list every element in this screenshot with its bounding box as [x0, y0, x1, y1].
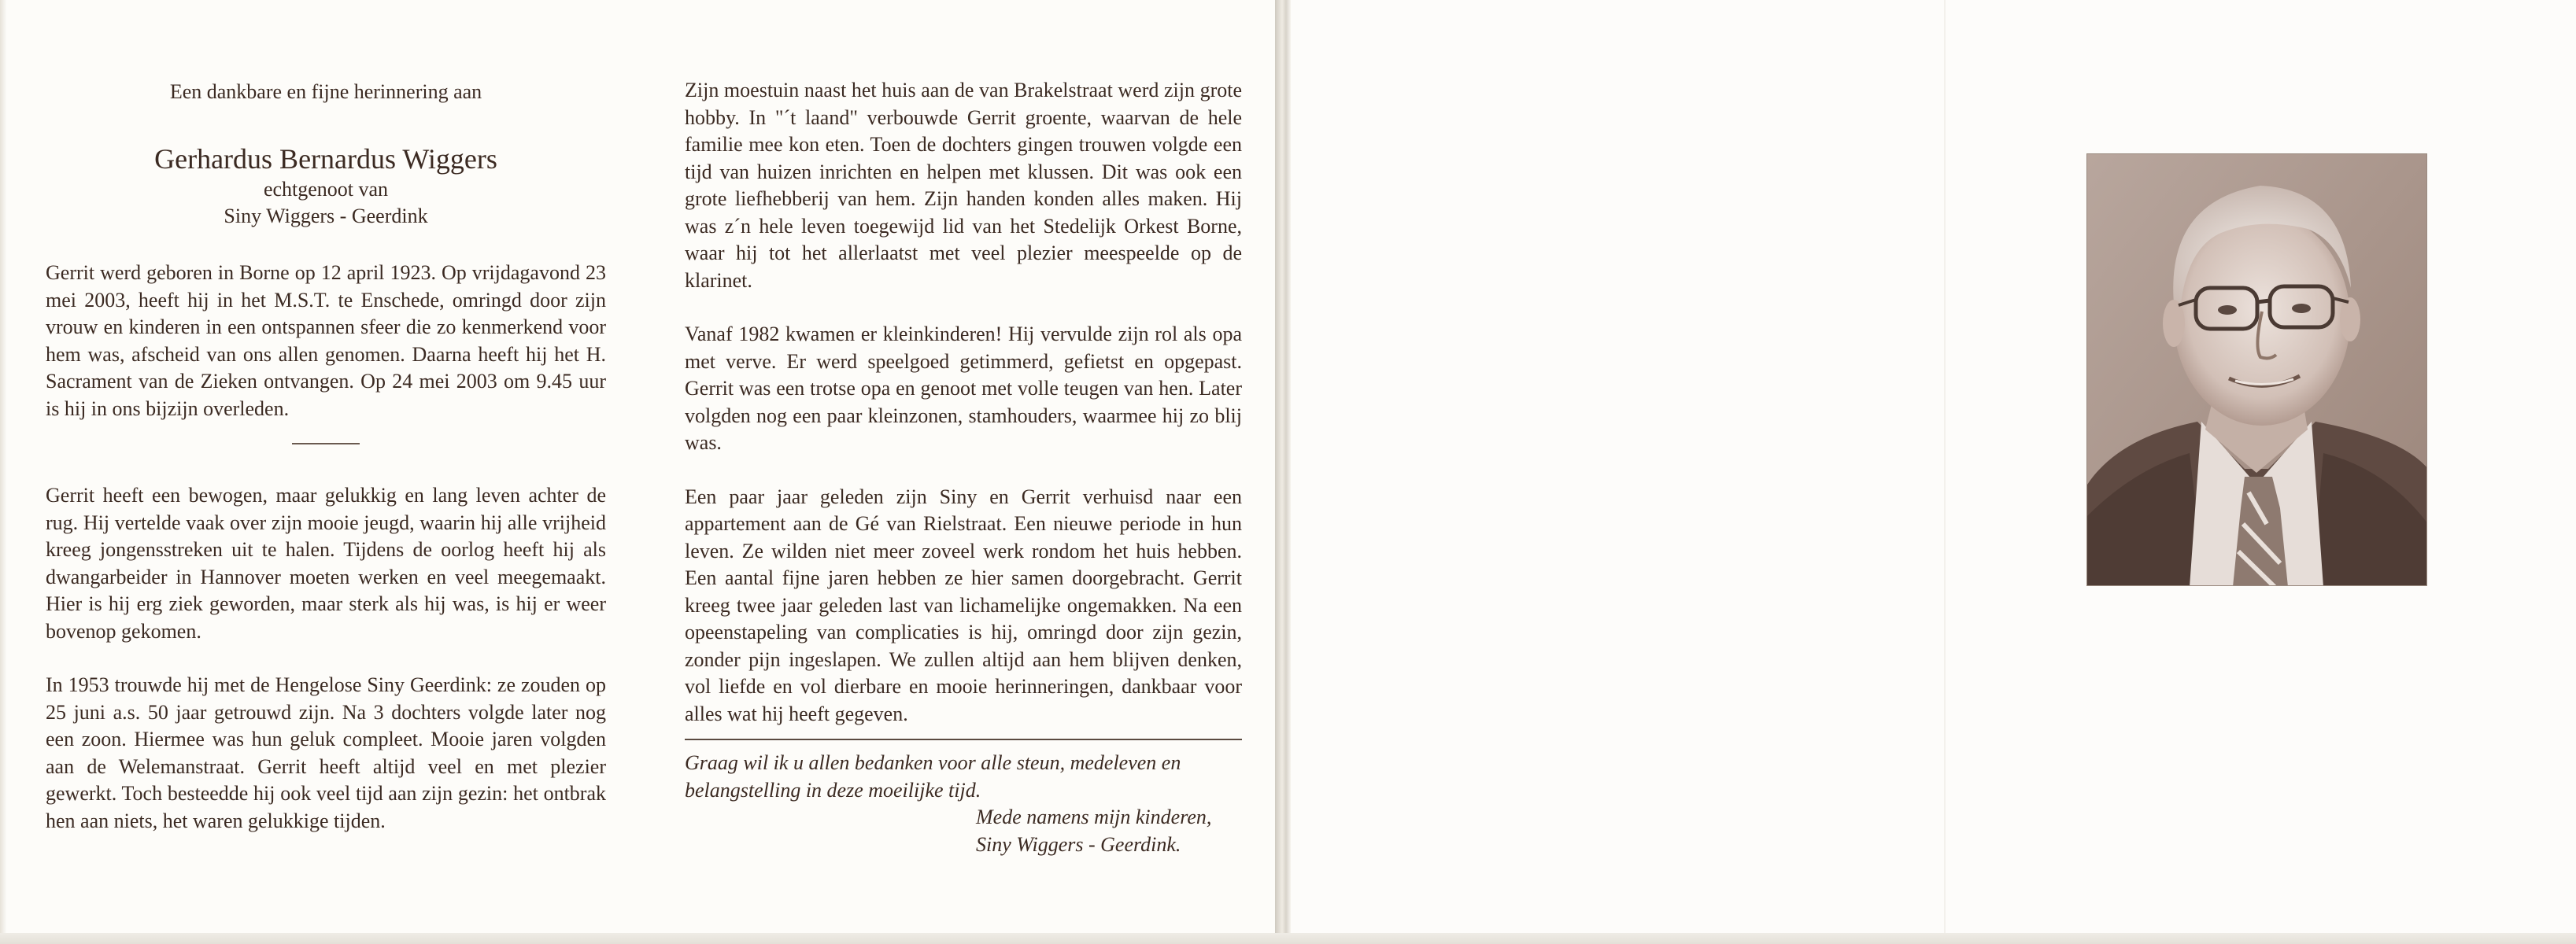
card-inner-fold [1944, 0, 1946, 944]
right-text-column [685, 0, 1242, 858]
biography-paragraph: Een paar jaar geleden zijn Siny en Gerrit verhuisd naar een appartement aan de Gé van Rielstraat. Een nieuwe periode in hun leven. Ze wilden niet meer zoveel werk rondom het huis hebben. Een aantal fijne jaren hebben ze hier samen doorgebracht. Gerrit kreeg twee jaar geleden last van lichamelijke ongemakken. Na een opeenstapeling van complicaties is hij, omringd door zijn gezin, zonder pijn ingeslapen. We zullen altijd aan hem blijven denken, vol liefde en vol dierbare en mooie herinneringen, dankbaar voor alles wat hij heeft gegeven. [685, 485, 1242, 725]
portrait-image [2087, 154, 2427, 586]
biography-paragraph: Gerrit heeft een bewogen, maar gelukkig en lang leven achter de rug. Hij vertelde vaak over zijn mooie jeugd, waarin hij alle vrijheid kreeg jongensstreken uit te halen. Tijdens de oorlog heeft hij als dwangarbeider in Hannover moeten werken en veel meegemaakt. Hier is hij erg ziek geworden, maar sterk als hij was, is hij er weer bovenop gekomen. [46, 484, 606, 643]
card-fold [1275, 0, 1291, 944]
card-edge [0, 0, 6, 944]
section-divider [292, 443, 360, 444]
scan-bottom-edge [0, 933, 2576, 944]
left-text-column [46, 0, 606, 835]
signoff-name: Siny Wiggers - Geerdink. [976, 832, 1181, 856]
biography-paragraph: Vanaf 1982 kwamen er kleinkinderen! Hij vervulde zijn rol als opa met verve. Er werd speelgoed getimmerd, gefietst en opgepast. Gerrit was een trotse opa en genoot met volle teugen van hen. Later volgden nog een paar kleinzonen, stamhouders, waarmee hij zo blij was. [685, 323, 1242, 454]
intro-line: Een dankbare en fijne herinnering aan [169, 80, 482, 103]
biography-paragraph: Gerrit werd geboren in Borne op 12 april 1923. Op vrijdagavond 23 mei 2003, heeft hij in het M.S.T. te Enschede, omringd door zijn vrouw en kinderen in een ontspannen sfeer die zo kenmerkend voor hem was, afscheid van ons allen genomen. Daarna heeft hij het H. Sacrament van de Zieken ontvangen. Op 24 mei 2003 om 9.45 uur is hij in ons bijzijn overleden. [46, 261, 606, 420]
portrait-photo [2086, 153, 2427, 586]
deceased-name: Gerhardus Bernardus Wiggers [154, 143, 497, 175]
biography-paragraph: Zijn moestuin naast het huis aan de van Brakelstraat werd zijn grote hobby. In "´t laand" verbouwde Gerrit groente, waarvan de hele familie mee kon eten. Toen de dochters gingen trouwen volgde een tijd van huizen inrichten en helpen met klussen. Dit was ook een grote liefhebberij van hem. Zijn handen konden alles maken. Hij was z´n hele leven toegewijd lid van het Stedelijk Orkest Borne, waar hij tot het allerlaatst met veel plezier meespeelde op de klarinet. [685, 79, 1242, 292]
spouse-name: Siny Wiggers - Geerdink [224, 205, 428, 227]
biography-paragraph: In 1953 trouwde hij met de Hengelose Siny Geerdink: ze zouden op 25 juni a.s. 50 jaar getrouwd zijn. Na 3 dochters volgde later nog een zoon. Hiermee was hun geluk compleet. Mooie jaren volgden aan de Welemanstraat. Gerrit heeft altijd veel en met plezier gewerkt. Toch besteedde hij ook veel tijd aan zijn gezin: het ontbrak hen aan niets, het waren gelukkige tijden. [46, 673, 606, 832]
thanks-divider [685, 739, 1242, 740]
relation-line: echtgenoot van [263, 178, 389, 201]
thanks-message: Graag wil ik u allen bedanken voor alle steun, medeleven en belangstelling in deze moeilijke tijd. [685, 751, 1181, 802]
signoff-line: Mede namens mijn kinderen, [976, 806, 1212, 828]
